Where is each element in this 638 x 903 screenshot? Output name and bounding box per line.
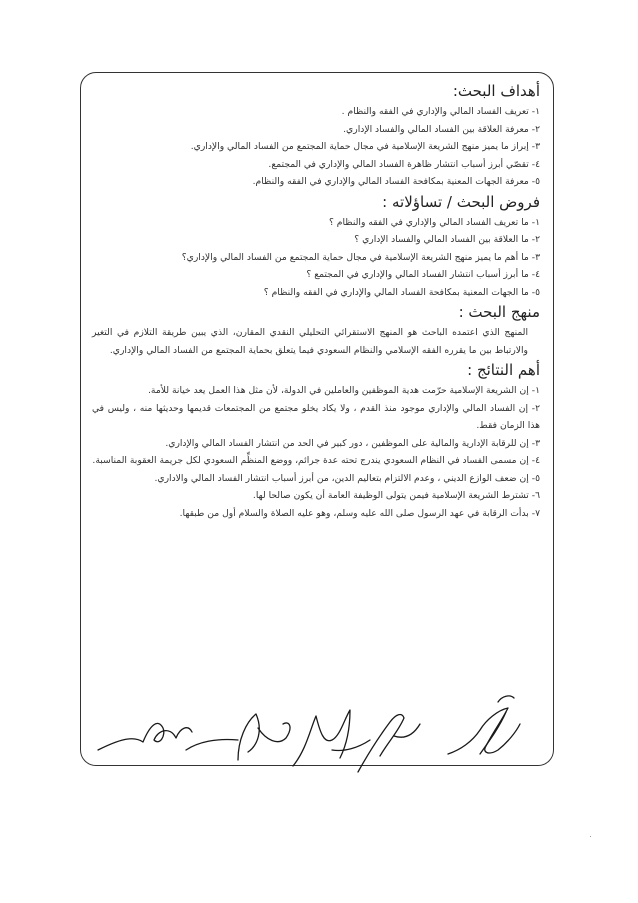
list-item: ٥- إن ضعف الوازع الديني ، وعدم الالتزام بتعاليم الدين، من أبرز أسباب انتشار الفساد المالي والاداري. xyxy=(154,472,540,484)
section-heading: أهداف البحث: xyxy=(452,82,540,100)
section-heading: فروض البحث / تساؤلاته : xyxy=(382,192,540,211)
signature-4 xyxy=(293,710,350,766)
list-item: ٣- إن للرقابة الإدارية والمالية على الموظفين ، دور كبير في الحد من انتشار الفساد المالي والإداري. xyxy=(165,437,540,449)
signature-6 xyxy=(358,715,420,772)
signature-1 xyxy=(98,723,192,750)
list-item: ١- تعريف الفساد المالي والإداري في الفقه والنظام . xyxy=(341,106,540,117)
list-item: ٥- ما الجهات المعنية بمكافحة الفساد المالي والإداري في الفقه والنظام ؟ xyxy=(263,286,540,298)
signature-2 xyxy=(186,739,238,750)
section-heading: أهم النتائج : xyxy=(467,361,540,379)
list-item: ٦- تشترط الشريعة الإسلامية فيمن يتولى الوظيفة العامة أن يكون صالحا لها. xyxy=(252,490,540,501)
list-item: ٣- ما أهم ما يميز منهج الشريعة الإسلامية في مجال حماية المجتمع من الفساد المالي والإداري؟ xyxy=(181,251,540,263)
list-item: ١- إن الشريعة الإسلامية حرّمت هدية الموظفين والعاملين في الدولة، لأن مثل هذا العمل يعد خيانة للأمة. xyxy=(148,385,540,396)
list-item: ٤- ما أبرز أسباب انتشار الفساد المالي والإداري في المجتمع ؟ xyxy=(306,269,540,280)
list-item: ٢- معرفة العلاقة بين الفساد المالي والفساد الإداري. xyxy=(343,123,540,135)
signature-7 xyxy=(448,708,520,754)
list-item: ٥- معرفة الجهات المعنية بمكافحة الفساد المالي والإداري في الفقه والنظام. xyxy=(252,176,540,187)
list-item: ٢- ما العلاقة بين الفساد المالي والفساد الإداري ؟ xyxy=(354,234,540,245)
list-item: ١- ما تعريف الفساد المالي والإداري في الفقه والنظام ؟ xyxy=(329,216,540,228)
methodology-paragraph: المنهج الذي اعتمده الباحث هو المنهج الاستقرائي التحليلي النقدي المقارن، الذي يبين طريقة التلازم في التغير والارتباط بين ما يقرره الفقه الإسلامي والنظام السعودي فيما يتعلق بحماية المجتمع من الفساد المالي والإداري. xyxy=(92,327,528,356)
list-item: ٤- تقصّي أبرز أسباب انتشار ظاهرة الفساد المالي والإداري في المجتمع. xyxy=(268,158,540,170)
signature-3 xyxy=(238,714,290,760)
questions-section xyxy=(92,191,540,302)
methodology-section xyxy=(92,301,540,359)
results-section xyxy=(92,359,540,522)
list-item: ٤- إن مسمى الفساد في النظام السعودي يندرج تحته عدة جرائم، ووضع المنظِّم السعودي لكل جريمة العقوبة المناسبة. xyxy=(92,455,540,466)
document-body xyxy=(92,80,540,522)
scan-speck xyxy=(590,836,591,837)
section-heading: منهج البحث : xyxy=(458,303,540,321)
signature-8 xyxy=(480,696,514,754)
signatures xyxy=(88,680,548,780)
signature-5 xyxy=(332,740,370,751)
objectives-section xyxy=(92,80,540,191)
list-item: ٢- إن الفساد المالي والإداري موجود منذ القدم ، ولا يكاد يخلو مجتمع من المجتمعات قديمها وحديثها منه ، وليس في هذا الزمان فقط. xyxy=(92,402,540,431)
list-item: ٣- إبراز ما يميز منهج الشريعة الإسلامية في مجال حماية المجتمع من الفساد المالي والإداري. xyxy=(190,141,540,152)
list-item: ٧- بدأت الرقابة في عهد الرسول صلى الله عليه وسلم، وهو عليه الصلاة والسلام أول من طبقها. xyxy=(179,507,540,519)
